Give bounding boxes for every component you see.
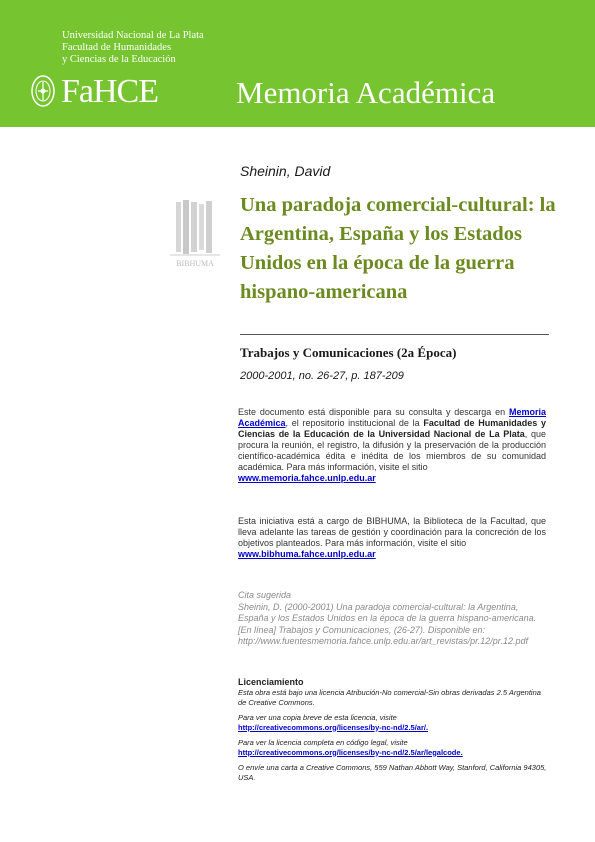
license-text: Esta obra está bajo una licencia Atribución-No comercial-Sin obras derivadas 2.5 Argentina de Creative Commons.	[238, 688, 541, 707]
memoria-link[interactable]: Memoria Académica	[238, 407, 546, 428]
author: Sheinin, David	[240, 163, 331, 179]
fahce-logo: FaHCE	[61, 73, 158, 110]
license-mail: O envíe una carta a Creative Commons, 559 Nathan Abbott Way, Stanford, California 94305, USA.	[238, 763, 547, 782]
memoria-url-link[interactable]: www.memoria.fahce.unlp.edu.ar	[238, 473, 376, 483]
license-section	[238, 677, 550, 782]
citation-text: Sheinin, D. (2000-2001) Una paradoja comercial-cultural: la Argentina, España y los Estados Unidos en la época de la guerra hispano-americana. [En línea] Trabajos y Comunicaciones, (26-27). Disponible en: http://www.fuentesmemoria.fahce.unlp.edu.ar/art_revistas/pr.12/pr.12.pdf	[238, 601, 537, 646]
bibhuma-logo	[166, 198, 224, 270]
suggested-citation	[238, 590, 548, 648]
about-paragraph	[238, 407, 546, 484]
license-full-label: Para ver la licencia completa en código legal, visite	[238, 738, 408, 747]
university-seal-icon	[30, 74, 56, 108]
bibhuma-text: Esta iniciativa está a cargo de BIBHUMA, la Biblioteca de la Facultad, que lleva adelante las tareas de gestión y coordinación para la concreción de los objetivos planteados. Para más información, visite el sitio	[238, 516, 546, 548]
bibhuma-url-link[interactable]: www.bibhuma.fahce.unlp.edu.ar	[238, 549, 376, 559]
institution-line-3: y Ciencias de la Educación	[62, 54, 176, 65]
publication-details: 2000-2001, no. 26-27, p. 187-209	[240, 370, 404, 382]
document-title: Una paradoja comercial-cultural: la Argentina, España y los Estados Unidos en la época de la guerra hispano-americana	[240, 194, 556, 303]
about-text-1: Este documento está disponible para su consulta y descarga en	[238, 407, 509, 417]
svg-text:BIBHUMA: BIBHUMA	[176, 259, 214, 268]
license-heading: Licenciamiento	[238, 677, 304, 687]
license-full-link[interactable]: http://creativecommons.org/licenses/by-nc-nd/2.5/ar/legalcode.	[238, 747, 463, 757]
journal-name: Trabajos y Comunicaciones (2a Época)	[240, 345, 457, 360]
institution-name	[62, 30, 204, 66]
license-brief-label: Para ver una copia breve de esta licencia, visite	[238, 713, 397, 722]
about-text-3: , que procura la reunión, el registro, la difusión y la preservación de la producción científico-académica édita e inédita de los miembros de su comunidad académica. Para más información, visite el sitio	[238, 429, 546, 472]
faculty-name: Facultad de Humanidades y Ciencias de la Educación de la Universidad Nacional de La Plata	[238, 418, 546, 439]
divider	[240, 334, 549, 335]
institution-line-2: Facultad de Humanidades	[62, 42, 172, 53]
header-banner	[0, 0, 595, 127]
repository-name: Memoria Académica	[236, 75, 496, 110]
about-text-2: , el repositorio institucional de la	[285, 418, 424, 428]
citation-label: Cita sugerida	[238, 590, 292, 600]
bibhuma-paragraph	[238, 516, 546, 560]
license-brief-link[interactable]: http://creativecommons.org/licenses/by-nc-nd/2.5/ar/.	[238, 722, 429, 732]
institution-line-1: Universidad Nacional de La Plata	[62, 30, 204, 41]
